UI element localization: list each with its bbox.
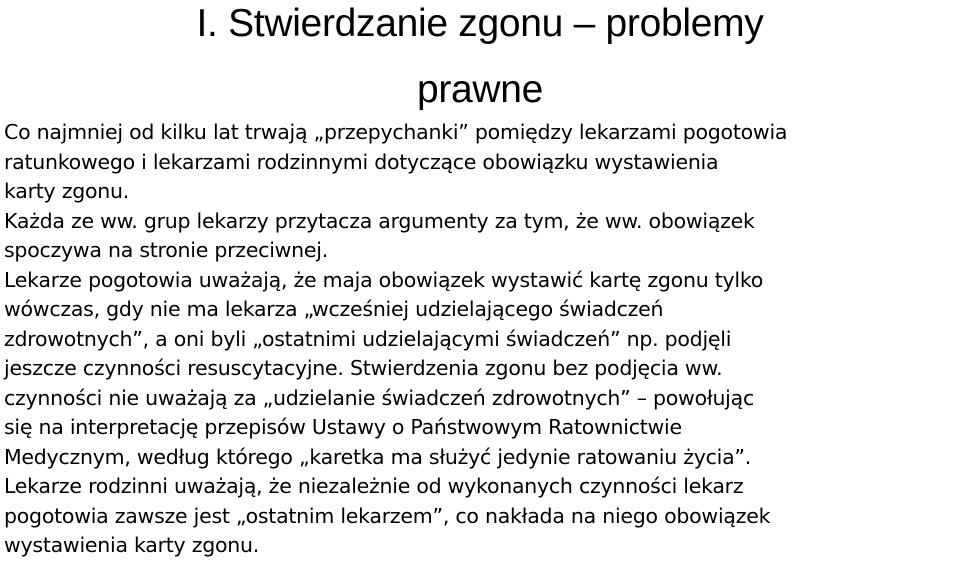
paragraph-2 bbox=[4, 207, 956, 266]
paragraph-3-line-4: jeszcze czynności resuscytacyjne. Stwierdzenia zgonu bez podjęcia ww. bbox=[4, 356, 723, 380]
paragraph-3-line-3: zdrowotnych”, a oni byli „ostatnimi udzielającymi świadczeń” np. podjęli bbox=[4, 326, 732, 351]
paragraph-4-line-1: Lekarze rodzinni uważają, że niezależnie od wykonanych czynności lekarz bbox=[4, 474, 744, 498]
paragraph-4 bbox=[4, 472, 956, 561]
paragraph-3-line-2: wówczas, gdy nie ma lekarza „wcześniej udzielającego świadczeń bbox=[4, 297, 664, 321]
slide-body bbox=[4, 118, 956, 561]
paragraph-1-line-1: Co najmniej od kilku lat trwają „przepychanki” pomiędzy lekarzami pogotowia bbox=[4, 120, 788, 144]
paragraph-1-line-3: karty zgonu. bbox=[4, 179, 130, 203]
paragraph-1 bbox=[4, 118, 956, 207]
paragraph-3-line-1: Lekarze pogotowia uważają, że maja obowiązek wystawić kartę zgonu tylko bbox=[4, 267, 764, 292]
paragraph-4-line-2: pogotowia zawsze jest „ostatnim lekarzem”, co nakłada na niego obowiązek bbox=[4, 503, 771, 528]
paragraph-3 bbox=[4, 266, 956, 473]
paragraph-1-line-2: ratunkowego i lekarzami rodzinnymi dotyczące obowiązku wystawienia bbox=[4, 149, 719, 174]
paragraph-3-line-7: Medycznym, według którego „karetka ma służyć jedynie ratowaniu życia”. bbox=[4, 444, 752, 469]
slide-title-line-1: I. Stwierdzanie zgonu – problemy bbox=[196, 2, 764, 45]
paragraph-2-line-1: Każda ze ww. grup lekarzy przytacza argumenty za tym, że ww. obowiązek bbox=[4, 208, 755, 233]
paragraph-3-line-5: czynności nie uważają za „udzielanie świadczeń zdrowotnych” – powołując bbox=[4, 385, 754, 410]
paragraph-3-line-6: się na interpretację przepisów Ustawy o Państwowym Ratownictwie bbox=[4, 415, 682, 439]
slide-title-line-2: prawne bbox=[416, 68, 544, 111]
paragraph-4-line-3: wystawienia karty zgonu. bbox=[4, 533, 260, 557]
paragraph-2-line-2: spoczywa na stronie przeciwnej. bbox=[4, 238, 328, 262]
